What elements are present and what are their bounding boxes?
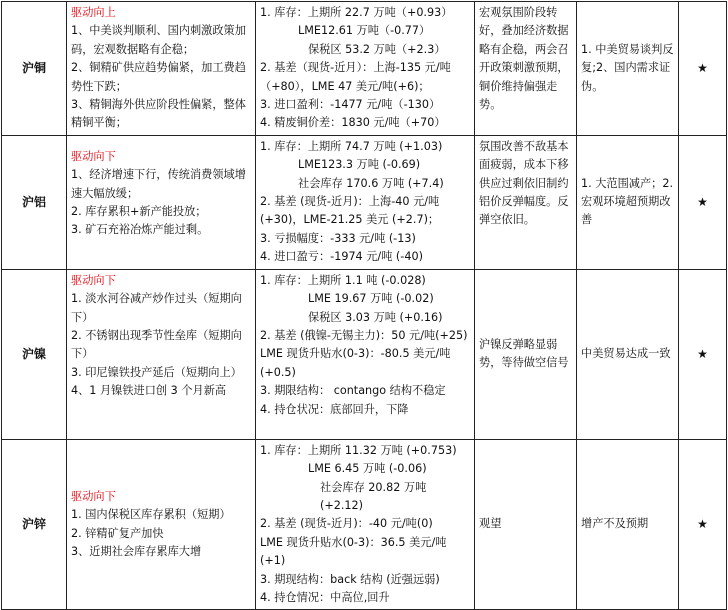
driver-item: 2. 锌精矿复产加快 [71, 526, 164, 540]
driver-item: 3. 印尼镍铁投产延后（短期向上） [71, 365, 242, 379]
data-line: 保税区 3.03 万吨 (+0.16) [308, 310, 443, 324]
data-line: 4. 精废铜价差：1830 元/吨（+70） [260, 116, 446, 130]
rating-star: ★ [679, 439, 727, 610]
data-line: LME 19.67 万吨 (-0.02) [308, 292, 434, 306]
metal-name: 沪铜 [2, 2, 67, 136]
data-line: 1. 库存：上期所 11.32 万吨 (+0.753) [260, 443, 457, 457]
table-row [2, 439, 727, 610]
driver-item: 2、铜精矿供应趋势偏紧，加工费趋势性下跌； [71, 61, 246, 93]
driver-item: 3、精铜海外供应阶段性偏紧，整体精铜平衡； [71, 98, 246, 130]
data-line: 3. 期现结构：back 结构 (近强远弱) [260, 572, 440, 586]
driver-item: 3. 矿石充裕冶炼产能过剩。 [71, 223, 209, 237]
table-row [2, 2, 727, 136]
view-cell: 沪镍反弹略显弱势，等待做空信号 [475, 269, 577, 439]
data-line: 2. 基差 (俄镍-无锡主力)：50 元/吨(+25) [260, 328, 468, 342]
driver-title: 驱动向下 [71, 489, 116, 503]
metal-name: 沪锌 [2, 439, 67, 610]
driver-item: 1、经济增速下行，传统消费领域增速大幅放缓； [71, 168, 246, 200]
driver-title: 驱动向下 [71, 149, 116, 163]
view-cell: 氛围改善不敌基本面疲弱，成本下移供应过剩依旧制约铝价反弹幅度。反弹空依旧。 [475, 135, 577, 269]
driver-item: 3、近期社会库存累库大增 [71, 544, 202, 558]
driver-item: 1. 国内保税区库存累积（短期） [71, 508, 231, 522]
rating-star: ★ [679, 135, 727, 269]
view-cell: 宏观氛围阶段转好，叠加经济数据略有企稳，两会召开政策刺激预期，铜价维持偏强走势。 [475, 2, 577, 136]
data-line: 1. 库存：上期所 74.7 万吨 (+1.03) [260, 139, 443, 153]
risk-cell: 中美贸易达成一致 [577, 269, 679, 439]
rating-star: ★ [679, 269, 727, 439]
data-line: 3. 进口盈利：-1477 元/吨（-130） [260, 98, 441, 112]
data-line: 2. 基差 (现货-近月)：上海-40 元/吨(+30)，LME-21.25 美元 (+2.7)； [260, 195, 440, 227]
rating-star: ★ [679, 2, 727, 136]
driver-item: 2. 不锈钢出现季节性垒库（短期向下） [71, 328, 242, 361]
data-cell [256, 439, 475, 610]
driver-cell [67, 135, 256, 269]
driver-title: 驱动向上 [71, 6, 116, 19]
data-cell [256, 2, 475, 136]
data-cell [256, 269, 475, 439]
metal-name: 沪镍 [2, 269, 67, 439]
data-line: 3. 亏损幅度：-333 元/吨 (-13) [260, 231, 416, 245]
data-line: 2. 基差 (现货-近月)：-40 元/吨(0) [260, 517, 433, 531]
data-line: LME12.61 万吨（-0.77） [298, 24, 431, 38]
data-line: LME123.3 万吨 (-0.69) [298, 158, 421, 172]
driver-cell [67, 439, 256, 610]
futures-table [1, 1, 727, 610]
table-row [2, 269, 727, 439]
metal-name: 沪铝 [2, 135, 67, 269]
data-line: 4. 进口盈亏：-1974 元/吨 (-40) [260, 250, 423, 264]
driver-item: 1、中美谈判顺利、国内刺激政策加码，宏观数据略有企稳； [71, 24, 246, 56]
data-line: 4. 持仓情况：中高位,回升 [260, 590, 390, 604]
table-row [2, 135, 727, 269]
data-line: 保税区 53.2 万吨（+2.3） [308, 42, 446, 56]
view-cell: 观望 [475, 439, 577, 610]
risk-cell: 1. 中美贸易谈判反复;2、国内需求证伪。 [577, 2, 679, 136]
data-line: 社会库存 20.82 万吨 (+2.12) [320, 480, 427, 512]
data-cell [256, 135, 475, 269]
data-line: 2. 基差（现货-近月）：上海-135 元/吨（+80），LME 47 美元/吨(+6)； [260, 61, 451, 93]
data-line: 1. 库存：上期所 1.1 吨 (-0.028) [260, 273, 426, 287]
driver-cell [67, 2, 256, 136]
data-line: 3. 期限结构： contango 结构不稳定 [260, 384, 446, 398]
data-line: 社会库存 170.6 万吨 (+7.4) [298, 176, 444, 190]
driver-cell [67, 269, 256, 439]
data-line: LME 6.45 万吨 (-0.06) [308, 462, 427, 476]
risk-cell: 1. 大范围减产；2. 宏观环境超预期改善 [577, 135, 679, 269]
data-line: 1. 库存：上期所 22.7 万吨（+0.93） [260, 6, 453, 19]
driver-item: 1. 淡水河谷减产炒作过头（短期向下） [71, 292, 242, 324]
driver-item: 4、1 月镍铁进口创 3 个月新高 [71, 384, 227, 398]
data-line: LME 现货升贴水(0-3)：-80.5 美元/吨(+0.5) [260, 347, 451, 379]
data-line: LME 现货升贴水(0-3)：36.5 美元/吨(+1) [260, 535, 447, 568]
driver-item: 2. 库存累积+新产能投放； [71, 205, 207, 219]
data-line: 4. 持仓状况：底部回升，下降 [260, 402, 409, 416]
risk-cell: 增产不及预期 [577, 439, 679, 610]
driver-title: 驱动向下 [71, 273, 116, 287]
